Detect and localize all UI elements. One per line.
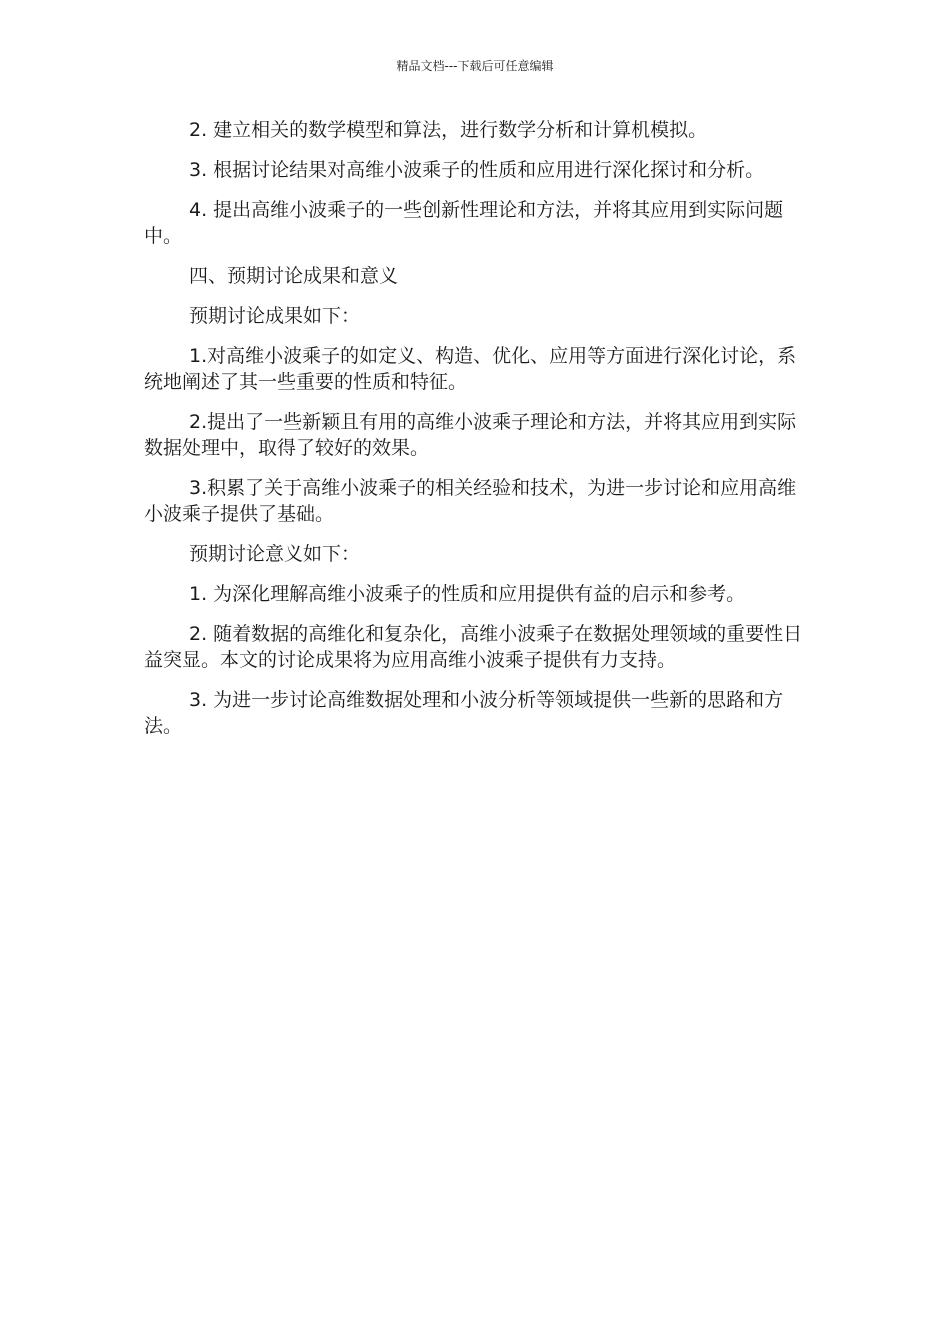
result-item-1: 1.对高维小波乘子的如定义、构造、优化、应用等方面进行深化讨论，系统地阐述了其一些重要的性质和特征。 bbox=[144, 345, 797, 393]
page-header: 精品文档---下载后可任意编辑 bbox=[396, 59, 554, 73]
list-item-model-algorithm: 2. 建立相关的数学模型和算法，进行数学分析和计算机模拟。 bbox=[189, 119, 708, 141]
document-body bbox=[144, 117, 806, 753]
significance-item-1: 1. 为深化理解高维小波乘子的性质和应用提供有益的启示和参考。 bbox=[189, 583, 746, 605]
section-heading-expected-results: 四、预期讨论成果和意义 bbox=[189, 265, 399, 287]
list-item-deep-analysis: 3. 根据讨论结果对高维小波乘子的性质和应用进行深化探讨和分析。 bbox=[189, 159, 765, 181]
significance-intro: 预期讨论意义如下： bbox=[189, 543, 361, 565]
significance-item-2: 2. 随着数据的高维化和复杂化，高维小波乘子在数据处理领域的重要性日益突显。本文的讨论成果将为应用高维小波乘子提供有力支持。 bbox=[144, 623, 803, 671]
results-intro: 预期讨论成果如下： bbox=[189, 305, 361, 327]
result-item-2: 2.提出了一些新颖且有用的高维小波乘子理论和方法，并将其应用到实际数据处理中，取得了较好的效果。 bbox=[144, 411, 797, 459]
result-item-3: 3.积累了关于高维小波乘子的相关经验和技术，为进一步讨论和应用高维小波乘子提供了基础。 bbox=[144, 477, 797, 525]
significance-item-3: 3. 为进一步讨论高维数据处理和小波分析等领域提供一些新的思路和方法。 bbox=[144, 689, 784, 737]
list-item-innovation: 4. 提出高维小波乘子的一些创新性理论和方法，并将其应用到实际问题中。 bbox=[144, 199, 784, 247]
